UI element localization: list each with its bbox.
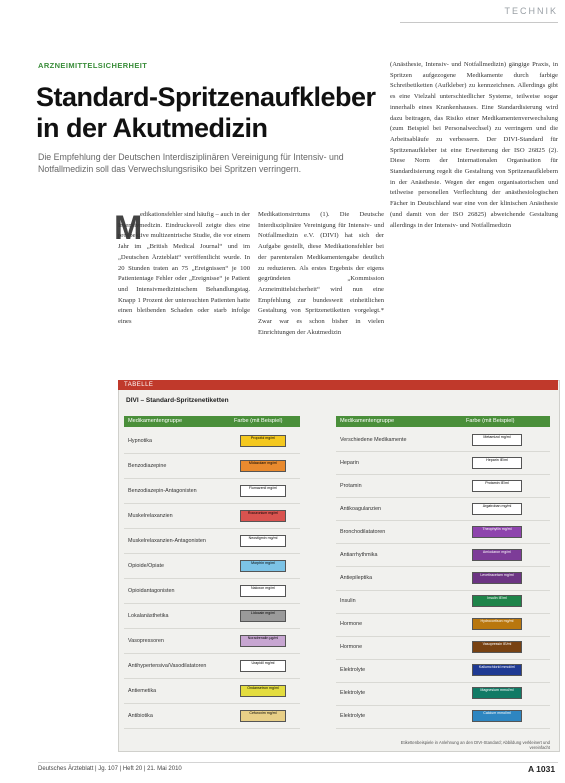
drug-group-name: Hypnotika [128,437,152,444]
table-row [336,636,550,660]
syringe-label-sample: Amiodaron mg/ml [472,549,522,561]
footer-citation: Deutsches Ärzteblatt | Jg. 107 | Heft 20 | 21. Mai 2010 [38,766,182,772]
table-row [336,474,550,498]
drug-group-name: Antikoagulanzien [340,505,382,512]
section-tag: TECHNIK [504,6,558,16]
table-row [336,682,550,706]
table-row [124,528,300,554]
drug-group-name: Muskelrelaxanzien [128,512,173,519]
footer-rule [38,762,558,763]
header-color-right: Farbe (mit Beispiel) [466,418,515,424]
table-row [124,428,300,454]
table-row [336,590,550,614]
table-row [336,428,550,452]
syringe-label-sample: Theophyllin mg/ml [472,526,522,538]
table-row [124,578,300,604]
table-row [124,703,300,729]
kicker: ARZNEIMITTELSICHERHEIT [38,61,148,70]
table-title: DIVI – Standard-Spritzenetiketten [126,397,229,404]
drug-group-name: Antihypertensiva/Vasodilatatoren [128,662,207,669]
syringe-label-sample: Protamin IE/ml [472,480,522,492]
syringe-label-sample: Ondansetron mg/ml [240,685,286,697]
body-column-1: edikationsfehler sind häufig – auch in der Intensivmedizin. Eindrucksvoll zeigte dies eine prospektive multizentrische Studie, die vor einem Jahr im „British Medical Journal“ und im „Deutschen Ärzteblatt“ veröffentlicht wurde. In 20 Stunden traten an 75 „Ereignissen“ je 100 Patiententage Fehler oder „Ereignisse“ je Patient und Intensivmedizinischem Behandlungstag. Knapp 1 Prozent der untersuchten Patienten hatte einen bleibenden Schaden oder starb infolge eines [118,211,250,326]
syringe-label-sample: Lidocain mg/ml [240,610,286,622]
table-row [124,478,300,504]
table-label: TABELLE [118,380,558,390]
drug-group-name: Elektrolyte [340,713,366,720]
syringe-label-sample: Flumazenil mg/ml [240,485,286,497]
table-row [336,566,550,590]
syringe-label-sample: Hydrocortison mg/ml [472,618,522,630]
syringe-label-sample: Levetiracetam mg/ml [472,572,522,584]
drug-group-name: Bronchodilatatoren [340,528,386,535]
syringe-label-sample: Rocuronium mg/ml [240,510,286,522]
table-row [336,613,550,637]
table-row [336,451,550,475]
table-row [124,503,300,529]
table-row [336,543,550,567]
syringe-label-sample: Heparin IE/ml [472,457,522,469]
drug-group-name: Protamin [340,482,362,489]
table-row [124,678,300,704]
syringe-label-sample: Urapidil mg/ml [240,660,286,672]
syringe-label-sample: Vasopressin IE/ml [472,641,522,653]
table-row [124,628,300,654]
table-row [336,705,550,729]
drug-group-name: Hormone [340,644,363,651]
table-row [124,553,300,579]
headline: Standard-Spritzenaufkleber in der Akutmedizin [36,82,376,143]
drug-group-name: Opioide/Opiate [128,562,164,569]
drug-group-name: Benzodiazepine [128,462,167,469]
syringe-label-sample: Argatroban mg/ml [472,503,522,515]
drug-group-name: Antiepileptika [340,574,373,581]
syringe-label-sample: Metamizol mg/ml [472,434,522,446]
table-row [124,603,300,629]
header-color-left: Farbe (mit Beispiel) [234,418,283,424]
table-row [124,653,300,679]
syringe-label-sample: Calcium mmol/ml [472,710,522,722]
syringe-label-sample: Insulin IE/ml [472,595,522,607]
header-group-right: Medikamentengruppe [340,418,395,424]
syringe-label-sample: Morphin mg/ml [240,560,286,572]
table-footnote: Etikettenbeispiele in Anlehnung an den DIVI-Standard; Abbildung verkleinert und vereinfacht [400,740,550,750]
table-row [336,497,550,521]
drug-group-name: Elektrolyte [340,690,366,697]
syringe-label-sample: Kaliumchlorid mmol/ml [472,664,522,676]
syringe-label-sample: Naloxon mg/ml [240,585,286,597]
drug-group-name: Heparin [340,459,359,466]
drug-group-name: Benzodiazepin-Antagonisten [128,487,197,494]
table-header-left [124,416,300,427]
section-rule [400,22,558,23]
drug-group-name: Antiemetika [128,687,157,694]
syringe-label-sample: Noradrenalin µg/ml [240,635,286,647]
table-row [336,659,550,683]
body-column-3: (Anästhesie, Intensiv- und Notfallmedizin) gängige Praxis, in Spritzen aufgezogene Medikamente durch farbige Schreibetiketten (Aufkleber) zu kennzeichnen. Allerdings gibt es eine Vielzahl unterschiedlicher Systeme, teilweise sogar innerhalb eines Krankenhauses. Eine Standardisierung wird dazu beitragen, das Risiko einer Medikamentenverwechslung (zum Beispiel bei Personalwechsel) zu verringern und die Arbeitsabläufe zu verbessern. Der DIVI-Standard für Spritzenaufkleber ist eine Erweiterung der ISO 26825 (2). Diese Norm der Internationalen Organisation für Standardisierung regelt die Gestaltung von Spritzenaufklebern in der Anästhesie. Wegen der engen organisatorischen und teilweise personellen Verflechtung der anästhesiologischen Fächer in Deutschland war eine von der klinischen Anästhesie (und damit von der ISO 26825) abweichende Gestaltung allerdings in der Intensiv- und Notfallmedizin [390,61,558,229]
subhead: Die Empfehlung der Deutschen Interdisziplinären Vereinigung für Intensiv- und Notfallmedizin soll das Verwechslungsrisiko bei Spritzen verringern. [38,152,344,174]
table-header-right [336,416,550,427]
page-number: A 1031 [528,764,556,774]
drug-group-name: Elektrolyte [340,667,366,674]
drug-group-name: Vasopressoren [128,637,164,644]
drug-group-name: Verschiedene Medikamente [340,436,407,443]
drug-group-name: Muskelrelaxanzien-Antagonisten [128,537,206,544]
syringe-label-sample: Midazolam mg/ml [240,460,286,472]
syringe-label-sample: Cefuroxim mg/ml [240,710,286,722]
dropcap: M [114,209,143,247]
body-column-2: Medikationsirrtums (1). Die Deutsche Interdisziplinäre Vereinigung für Intensiv- und Notfallmedizin e.V. (DIVI) hat sich der Aufgabe gestellt, diese Medikationsfehler bei der parenteralen Medikamentengabe deutlich zu reduzieren. Als erstes Ergebnis der eigens gegründeten „Kommission Arzneimittelsicherheit“ wird nun eine Empfehlung zur bundesweit einheitlichen Gestaltung von Spritzenetiketten vorgelegt.* Zwar war es schon bisher in vielen Einrichtungen der Akutmedizin [258,211,384,336]
table-row [124,453,300,479]
syringe-label-sample: Magnesium mmol/ml [472,687,522,699]
drug-group-name: Lokalanästhetika [128,612,169,619]
header-group-left: Medikamentengruppe [128,418,183,424]
drug-group-name: Insulin [340,598,356,605]
syringe-label-sample: Neostigmin mg/ml [240,535,286,547]
drug-group-name: Antibiotika [128,712,153,719]
drug-group-name: Opioidantagonisten [128,587,175,594]
table-row [336,520,550,544]
drug-group-name: Hormone [340,621,363,628]
drug-group-name: Antiarrhythmika [340,551,378,558]
syringe-label-sample: Propofol mg/ml [240,435,286,447]
